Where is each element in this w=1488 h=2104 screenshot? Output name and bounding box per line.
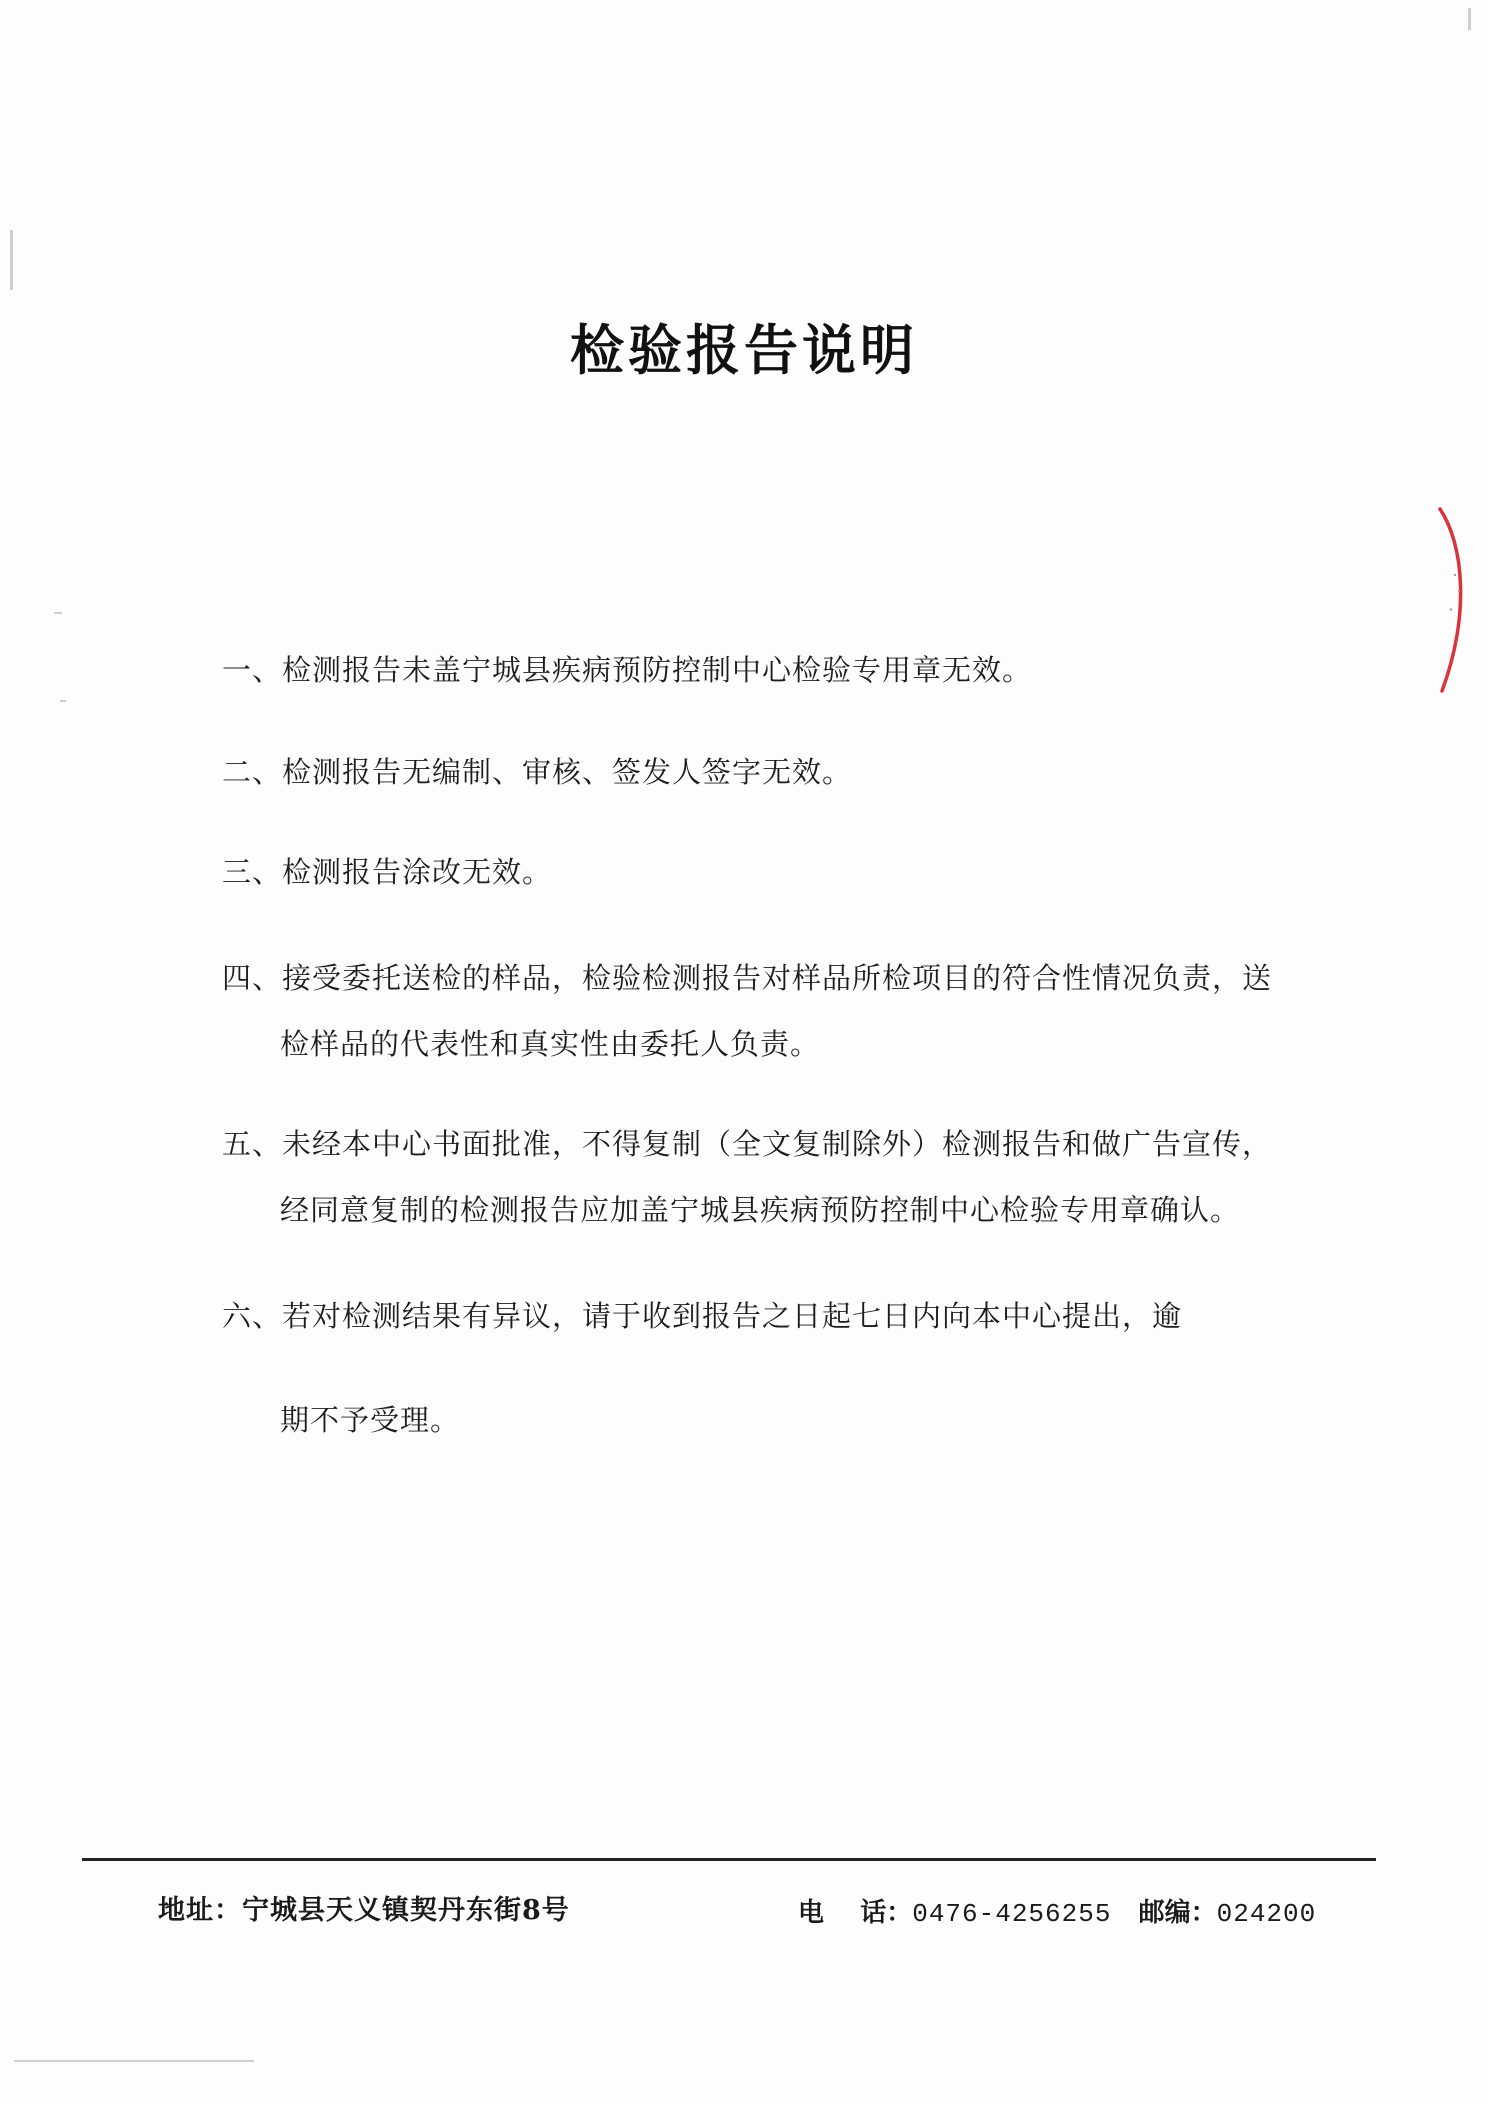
clause-5	[222, 1124, 1302, 1230]
address-value: 宁城县天义镇契丹东街8号	[242, 1895, 570, 1926]
scan-artifact	[54, 612, 62, 614]
clause-continuation: 检样品的代表性和真实性由委托人负责。	[280, 1027, 821, 1061]
clause-number: 四、	[222, 961, 283, 995]
clause-text: 未经本中心书面批准，不得复制（全文复制除外）检测报告和做广告宣传，	[282, 1127, 1273, 1161]
address-label: 地址：	[158, 1895, 242, 1926]
clause-number: 一、	[222, 653, 283, 687]
footer-contact	[798, 1892, 1316, 1929]
clause-number: 五、	[222, 1127, 283, 1161]
page-title: 检验报告说明	[570, 318, 918, 382]
official-seal-edge	[1420, 505, 1480, 695]
scan-artifact	[10, 230, 13, 290]
footer-address	[158, 1888, 570, 1927]
clause-text: 检测报告无编制、审核、签发人签字无效。	[282, 755, 853, 789]
postcode-value: 024200	[1216, 1899, 1317, 1929]
clause-6	[222, 1296, 1302, 1440]
clause-1	[222, 650, 1302, 690]
scan-artifact	[14, 2060, 254, 2062]
clause-text: 接受委托送检的样品，检验检测报告对样品所检项目的符合性情况负责，送	[282, 961, 1273, 995]
clause-number: 三、	[222, 855, 283, 889]
clause-number: 二、	[222, 755, 283, 789]
clause-3	[222, 852, 1302, 892]
clause-continuation: 经同意复制的检测报告应加盖宁城县疾病预防控制中心检验专用章确认。	[280, 1193, 1241, 1227]
clause-text: 若对检测结果有异议，请于收到报告之日起七日内向本中心提出，逾	[282, 1299, 1183, 1333]
clause-continuation: 期不予受理。	[280, 1403, 461, 1437]
scan-artifact	[1468, 8, 1471, 30]
clause-number: 六、	[222, 1299, 283, 1333]
clause-2	[222, 752, 1302, 792]
phone-label: 电 话：	[798, 1898, 913, 1928]
clause-4	[222, 958, 1302, 1064]
clause-text: 检测报告未盖宁城县疾病预防控制中心检验专用章无效。	[282, 653, 1033, 687]
postcode-label: 邮编：	[1138, 1898, 1217, 1928]
footer-divider	[82, 1858, 1376, 1861]
phone-value: 0476-4256255	[912, 1899, 1112, 1929]
clause-text: 检测报告涂改无效。	[282, 855, 553, 889]
scan-artifact	[60, 700, 66, 702]
